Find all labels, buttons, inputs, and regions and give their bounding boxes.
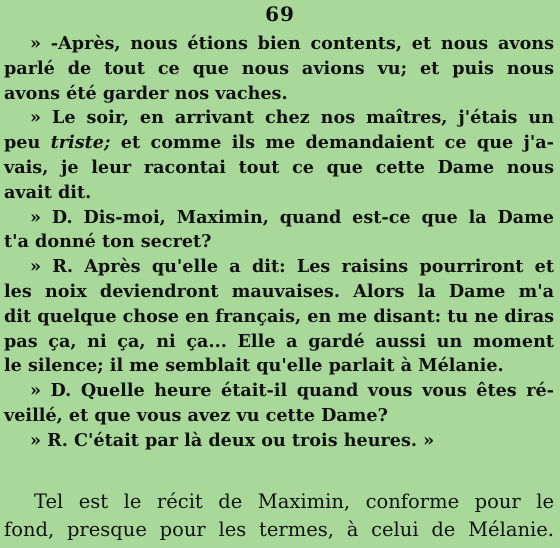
page-number: 69 — [265, 2, 295, 26]
text-line: avons été garder nos vaches. — [4, 82, 288, 104]
text-fragment: peu — [4, 132, 51, 154]
text-line: pas ça, ni ça, ni ça... Elle a gardé aussi un moment — [4, 330, 554, 352]
text-line: Tel est le récit de Maximin, conforme pour le — [34, 490, 554, 513]
text-line: » D. Quelle heure était-il quand vous vous êtes ré- — [30, 380, 554, 402]
dialogue-paragraph — [4, 379, 554, 429]
text-line: » R. C'était par là deux ou trois heures. » — [30, 429, 435, 451]
dialogue-paragraph — [4, 106, 554, 205]
dialogue-paragraph — [4, 32, 554, 106]
text-line: le silence; il me semblait qu'elle parlait à Mélanie. — [4, 355, 504, 377]
narration-paragraph — [4, 488, 554, 543]
text-line: veillé, et que vous avez vu cette Dame? — [4, 404, 388, 426]
text-line: avait dit. — [4, 181, 92, 203]
text-line: t'a donné ton secret? — [4, 231, 212, 253]
emphasized-word: triste; — [50, 132, 111, 154]
dialogue-paragraph — [4, 429, 554, 454]
text-line: fond, presque pour les termes, à celui de Mélanie. — [4, 517, 554, 541]
text-line: dit quelque chose en français, en me disant: tu ne diras — [4, 305, 554, 327]
text-line: » Le soir, en arrivant chez nos maîtres, j'étais un — [30, 107, 554, 129]
dialogue-paragraph — [4, 255, 554, 379]
text-line: » R. Après qu'elle a dit: Les raisins pourriront et — [30, 256, 554, 278]
text-line: parlé de tout ce que nous avions vu; et puis nous — [4, 57, 554, 79]
text-line: » D. Dis-moi, Maximin, quand est-ce que la Dame — [30, 206, 554, 228]
text-line-with-emphasis — [4, 131, 554, 156]
dialogue-paragraph — [4, 206, 554, 256]
text-line: les noix deviendront mauvaises. Alors la Dame m'a — [4, 280, 554, 302]
text-fragment: et comme ils me demandaient ce que j'a- — [110, 132, 554, 154]
text-line: vais, je leur racontai tout ce que cette Dame nous — [4, 156, 554, 178]
dialogue-transcript — [4, 32, 554, 454]
text-line: » -Après, nous étions bien contents, et nous avons — [30, 33, 554, 54]
